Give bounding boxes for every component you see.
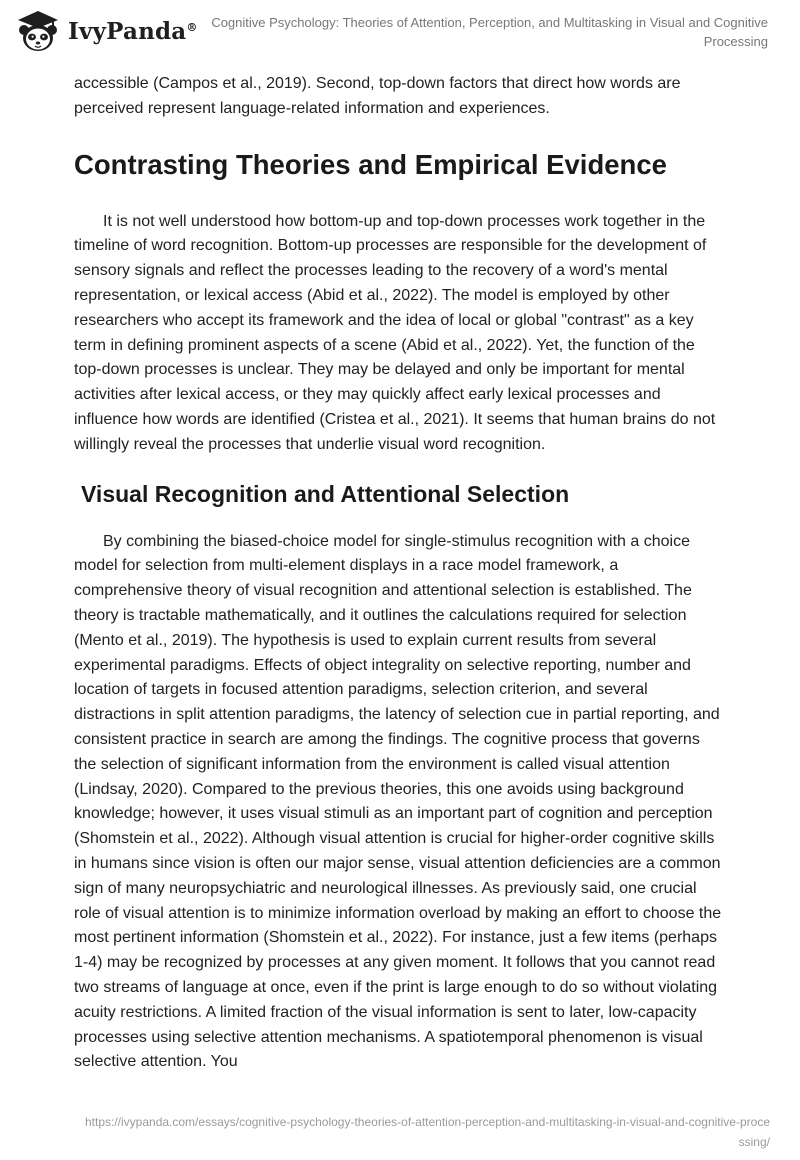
brand-name: IvyPanda®: [68, 17, 198, 45]
section-heading-contrasting-theories: Contrasting Theories and Empirical Evidence: [74, 148, 667, 180]
document-title: Cognitive Psychology: Theories of Attention, Perception, and Multitasking in Visual and Cognitive Processing: [211, 15, 768, 49]
section-heading-visual-recognition: Visual Recognition and Attentional Selection: [81, 480, 570, 507]
intro-paragraph: accessible (Campos et al., 2019). Second, top-down factors that direct how words are perceived represent language-related information and experiences.: [74, 75, 681, 117]
panda-graduate-icon: [14, 8, 62, 54]
article-body: [74, 72, 724, 1075]
registered-mark: ®: [186, 20, 198, 34]
section-paragraph-visual-recognition: By combining the biased-choice model for single-stimulus recognition with a choice model for selection from multi-element displays in a race model framework, a comprehensive theory of visual recognition and attentional selection is established. The theory is tractable mathematically, and it outlines the calculations required for selection (Mento et al., 2019). The hypothesis is used to explain current results from several experimental paradigms. Effects of object integrality on selective reporting, number and location of targets in focused attention paradigms, selection criterion, and several distractions in split attention paradigms, the latency of selection cue in partial reporting, and consistent practice in search are among the findings. The cognitive process that governs the selection of significant information from the environment is called visual attention (Lindsay, 2020). Compared to the previous theories, this one avoids using background knowledge; however, it uses visual stimuli as an important part of cognition and perception (Shomstein et al., 2022). Although visual attention is crucial for higher-order cognitive skills in humans since vision is often our major sense, visual attention deficiencies are a common sign of many neuropsychiatric and neurological illnesses. As previously said, one crucial role of visual attention is to minimize information overload by making an effort to choose the most pertinent information (Shomstein et al., 2022). For instance, just a few items (perhaps 1-4) may be recognized by processes at any given moment. It follows that you cannot read two streams of language at once, even if the print is large enough to do so without violating acuity restrictions. A limited fraction of the visual information is sent to later, low-capacity processes using selective attention mechanisms. A spatiotemporal phenomenon is visual selective attention. You: [74, 532, 722, 1071]
page-header: [0, 0, 800, 62]
section-paragraph-contrasting-theories: It is not well understood how bottom-up and top-down processes work together in the timeline of word recognition. Bottom-up processes are responsible for the development of sensory signals and reflect the processes leading to the recovery of a word's mental representation, or lexical access (Abid et al., 2022). The model is employed by other researchers who accept its framework and the idea of local or global "contrast" as a key term in defining prominent aspects of a scene (Abid et al., 2022). Yet, the function of the top-down processes is unclear. They may be delayed and only be important for mental activities after lexical access, or they may quickly affect early lexical processes and influence how words are identified (Cristea et al., 2021). It seems that human brains do not willingly reveal the processes that underlie visual word recognition.: [74, 212, 716, 453]
footer-source-link[interactable]: https://ivypanda.com/essays/cognitive-psychology-theories-of-attention-perception-and-multitasking-in-visual-and-cognitive-processing/: [85, 1115, 770, 1149]
ivypanda-logo[interactable]: [14, 8, 198, 54]
